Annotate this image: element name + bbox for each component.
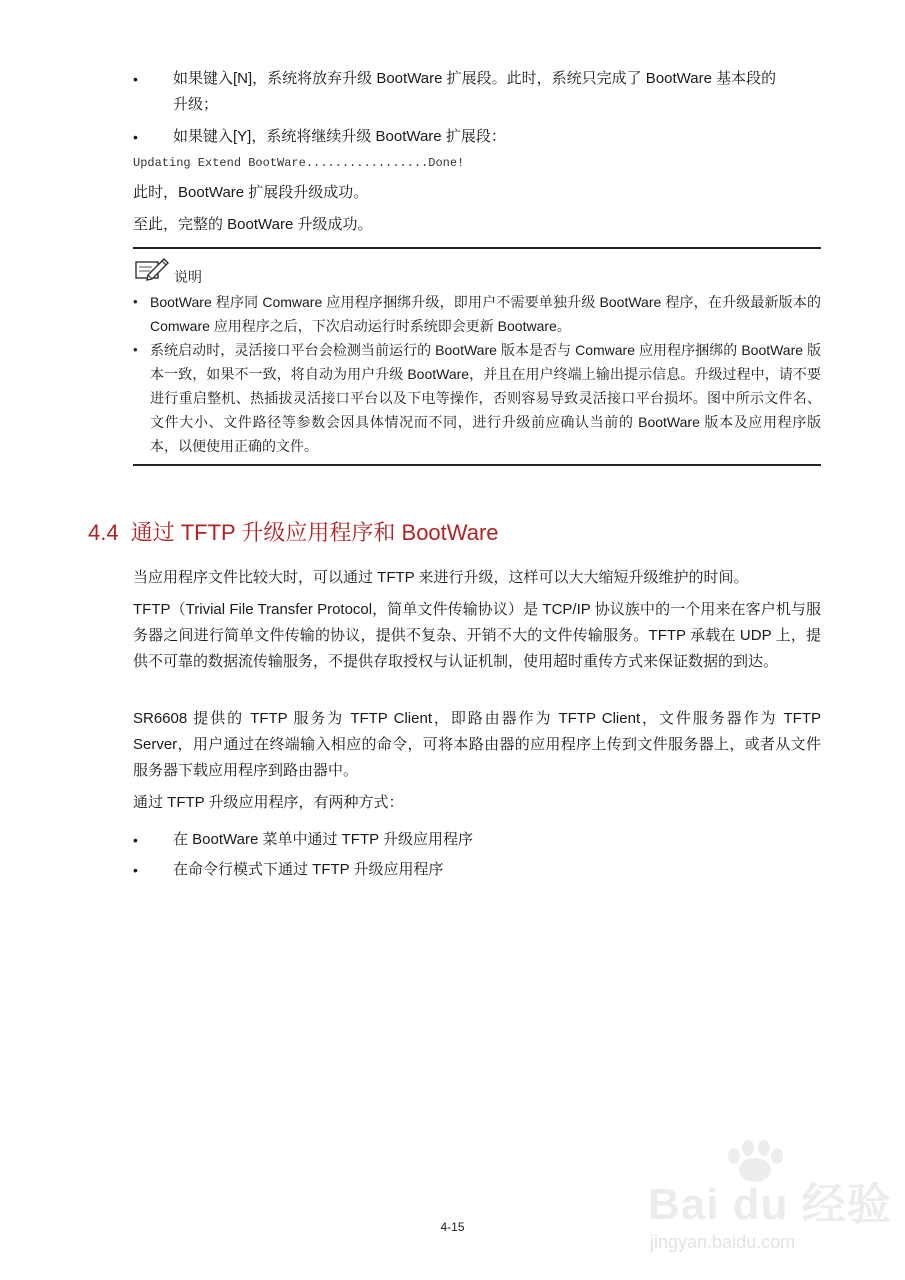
code-output: Updating Extend BootWare.................Done! (133, 156, 465, 170)
paragraph: TFTP（Trivial File Transfer Protocol，简单文件传输协议）是 TCP/IP 协议族中的一个用来在客户机与服务器之间进行简单文件传输的协议，提供不复杂、开销不大的文件传输服务。TFTP 承载在 UDP 上，提供不可靠的数据流传输服务，不提供存取授权与认证机制，使用超时重传方式来保证数据的到达。 (133, 601, 821, 670)
baidu-watermark (640, 1140, 892, 1280)
list-item (133, 827, 823, 853)
list-item-text: 在 BootWare 菜单中通过 TFTP 升级应用程序 (173, 831, 474, 848)
note-item-text: BootWare 程序同 Comware 应用程序捆绑升级，即用户不需要单独升级 BootWare 程序，在升级最新版本的 Comware 应用程序之后，下次启动运行时系统即会更新 Bootware。 (150, 294, 821, 334)
note-title: 说明 (174, 269, 202, 285)
bullet-icon: • (133, 342, 138, 357)
paragraph: 至此，完整的 BootWare 升级成功。 (133, 216, 373, 233)
bullet-icon: • (133, 71, 138, 87)
bullet-icon: • (133, 129, 138, 145)
list-item (133, 124, 823, 150)
section-title: 通过 TFTP 升级应用程序和 BootWare (130, 520, 499, 545)
note-item-text: 系统启动时，灵活接口平台会检测当前运行的 BootWare 版本是否与 Comware 应用程序捆绑的 BootWare 版本一致，如果不一致，将自动为用户升级 BootWare，并且在用户终端上输出提示信息。升级过程中，请不要进行重启整机、热插拔灵活接口平台以及下电等操作，否则容易导致灵活接口平台损坏。图中所示文件名、文件大小、文件路径等参数会因具体情况而不同，进行升级前应确认当前的 BootWare 版本及应用程序版本，以便使用正确的文件。 (150, 342, 821, 454)
list-item-text: 如果键入[Y]，系统将继续升级 BootWare 扩展段： (173, 128, 506, 145)
paragraph: 当应用程序文件比较大时，可以通过 TFTP 来进行升级，这样可以大大缩短升级维护的时间。 (133, 569, 749, 586)
note-pencil-icon (134, 256, 170, 282)
list-item (133, 857, 823, 883)
section-number: 4.4 (88, 520, 119, 545)
watermark-url: jingyan.baidu.com (650, 1232, 796, 1252)
note-item (133, 338, 821, 458)
note-bottom-rule (133, 464, 821, 466)
paragraph: 此时，BootWare 扩展段升级成功。 (133, 184, 369, 201)
bullet-icon: • (133, 294, 138, 309)
section-heading (88, 516, 499, 547)
watermark-logo: Bai du 经验 (648, 1180, 892, 1229)
list-item-text: 如果键入[N]，系统将放弃升级 BootWare 扩展段。此时，系统只完成了 BootWare 基本段的 (173, 70, 777, 87)
page-number: 4-15 (440, 1220, 465, 1234)
list-item-text: 在命令行模式下通过 TFTP 升级应用程序 (173, 861, 444, 878)
note-item (133, 290, 821, 338)
paragraph: SR6608 提供的 TFTP 服务为 TFTP Client，即路由器作为 TFTP Client，文件服务器作为 TFTP Server，用户通过在终端输入相应的命令，可将本路由器的应用程序上传到文件服务器上，或者从文件服务器下载应用程序到路由器中。 (133, 710, 821, 779)
bullet-icon: • (133, 832, 138, 848)
bullet-icon: • (133, 862, 138, 878)
note-top-rule (133, 247, 821, 249)
list-item-text-continued: 升级； (173, 96, 219, 113)
list-item (133, 66, 823, 120)
paragraph: 通过 TFTP 升级应用程序，有两种方式： (133, 794, 404, 811)
